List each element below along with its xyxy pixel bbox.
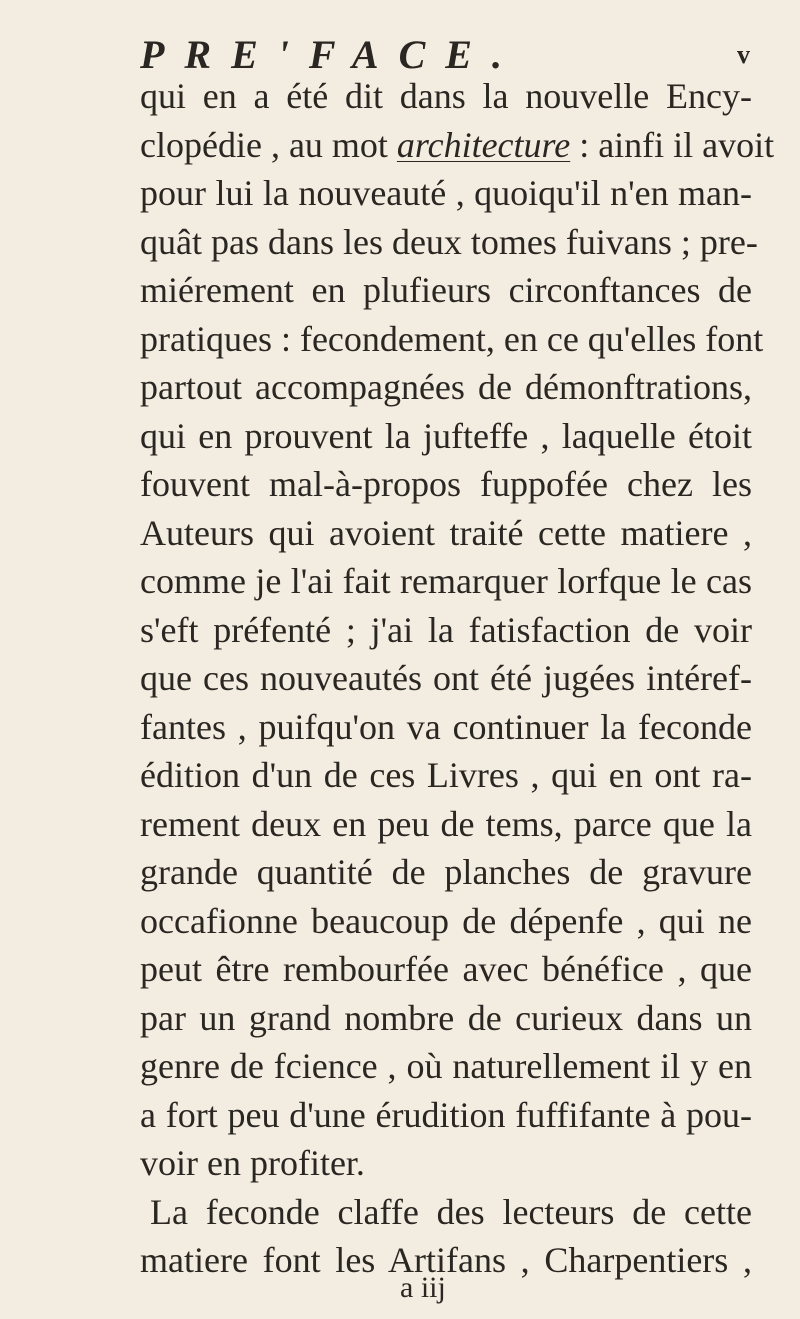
- text-line: pratiques : fecondement, en ce qu'elles font: [140, 318, 764, 359]
- text-line: fouvent mal-à-propos fuppofée chez les: [140, 464, 752, 504]
- text-line: quât pas dans les deux tomes fuivans ; pre-: [140, 221, 758, 262]
- text-line: [140, 121, 775, 170]
- text-line: miérement en plufieurs circonftances de: [140, 270, 752, 310]
- text-line: grande quantité de planches de gravure: [140, 852, 752, 892]
- text-line: voir en profiter.: [140, 1143, 365, 1183]
- text-line-start: clopédie , au mot: [140, 124, 397, 165]
- text-line: qui en prouvent la jufteffe , laquelle étoit: [140, 415, 752, 456]
- text-line-end: : ainfi il avoit: [570, 124, 775, 165]
- signature-mark: a iij: [400, 1271, 446, 1304]
- text-line: qui en a été dit dans la nouvelle Ency-: [140, 76, 752, 116]
- text-line: partout accompagnées de démonftrations,: [140, 367, 752, 407]
- text-line: rement deux en peu de tems, parce que la: [140, 803, 752, 844]
- text-line: fantes , puifqu'on va continuer la feconde: [140, 706, 752, 747]
- text-line: s'eft préfenté ; j'ai la fatisfaction de voir: [140, 609, 752, 650]
- text-line: a fort peu d'une érudition fuffifante à pou-: [140, 1094, 752, 1135]
- text-line: occafionne beaucoup de dépenfe , qui ne: [140, 900, 752, 941]
- body-text: [140, 72, 775, 1285]
- text-line: édition d'un de ces Livres , qui en ont ra-: [140, 755, 752, 795]
- running-title: PRE'FACE.: [140, 32, 522, 77]
- text-line: La feconde claffe des lecteurs de cette: [150, 1191, 752, 1232]
- text-line: genre de fcience , où naturellement il y en: [140, 1046, 752, 1086]
- text-line: comme je l'ai fait remarquer lorfque le cas: [140, 561, 752, 601]
- text-line: pour lui la nouveauté , quoiqu'il n'en man-: [140, 173, 752, 213]
- text-line: matiere font les Artifans , Charpentiers ,: [140, 1240, 752, 1280]
- text-line: Auteurs qui avoient traité cette matiere ,: [140, 512, 752, 553]
- text-line: par un grand nombre de curieux dans un: [140, 997, 752, 1038]
- text-line: peut être rembourfée avec bénéfice , que: [140, 949, 752, 989]
- text-line: que ces nouveautés ont été jugées intéref-: [140, 658, 752, 698]
- italic-term: architecture: [396, 124, 571, 165]
- page-number: v: [737, 40, 750, 69]
